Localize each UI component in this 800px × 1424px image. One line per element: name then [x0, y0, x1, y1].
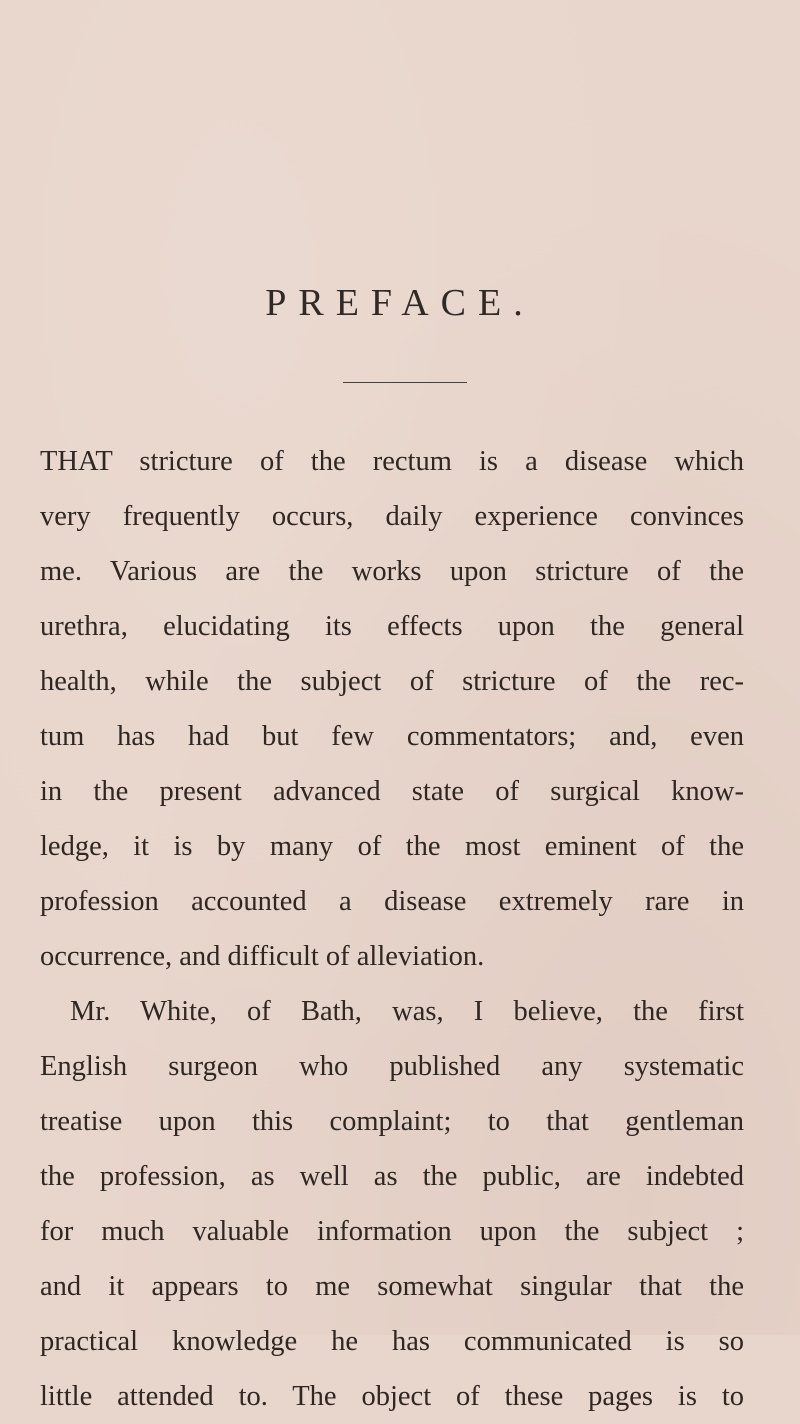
text-line: for much valuable information upon the subject ; — [40, 1216, 744, 1247]
text-line: health, while the subject of stricture of the rec- — [40, 666, 744, 697]
text-line: occurrence, and difficult of alleviation. — [40, 941, 485, 972]
text-line: very frequently occurs, daily experience convinces — [40, 501, 744, 532]
text-line: profession accounted a disease extremely rare in — [40, 886, 744, 917]
heading-rule — [343, 382, 467, 383]
text-line: ledge, it is by many of the most eminent of the — [40, 831, 744, 862]
text-line: THAT stricture of the rectum is a disease which — [40, 446, 744, 477]
text-line: treatise upon this complaint; to that gentleman — [40, 1106, 744, 1137]
text-line: practical knowledge he has communicated is so — [40, 1326, 744, 1357]
text-line: urethra, elucidating its effects upon the general — [40, 611, 744, 642]
text-line: little attended to. The object of these pages is to — [40, 1381, 744, 1412]
text-line: Mr. White, of Bath, was, I believe, the first — [70, 996, 744, 1027]
text-line: and it appears to me somewhat singular that the — [40, 1271, 744, 1302]
text-line: the profession, as well as the public, are indebted — [40, 1161, 744, 1192]
body-text — [40, 434, 744, 1424]
text-line: in the present advanced state of surgical know- — [40, 776, 744, 807]
text-line: English surgeon who published any systematic — [40, 1051, 744, 1082]
page-heading: PREFACE. — [265, 282, 535, 324]
text-line: tum has had but few commentators; and, even — [40, 721, 744, 752]
text-line: me. Various are the works upon stricture of the — [40, 556, 744, 587]
